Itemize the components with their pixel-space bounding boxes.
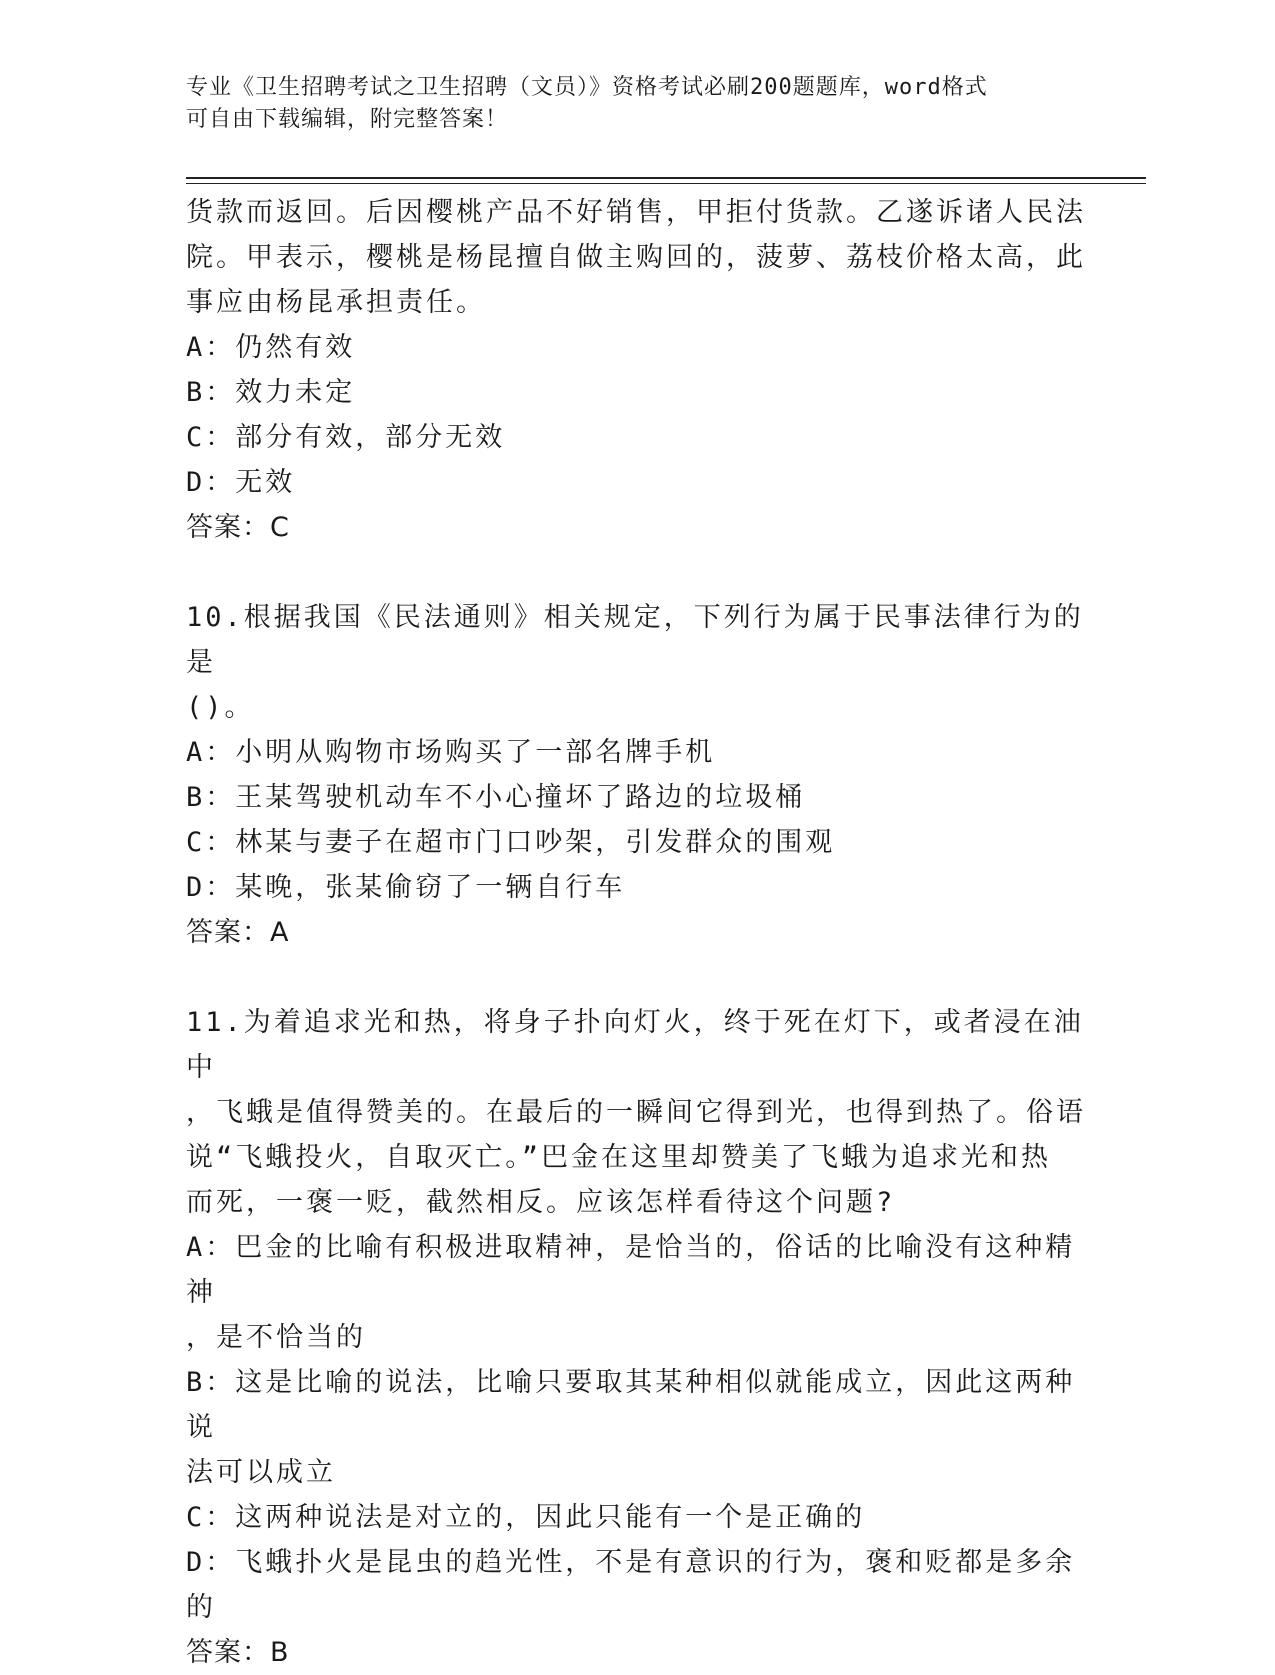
option-a: A：仍然有效 (186, 332, 356, 363)
option-b-continued: 法可以成立 (186, 1457, 336, 1488)
answer-line: 答案：B (186, 1637, 290, 1668)
question-9-continued (186, 190, 1086, 550)
header-rule-thin (186, 183, 1146, 184)
spacer (186, 550, 1086, 595)
option-d: D：无效 (186, 467, 296, 498)
question-text-line: 院。甲表示，樱桃是杨昆擅自做主购回的，菠萝、荔枝价格太高，此 (186, 242, 1086, 273)
option-c: C：这两种说法是对立的，因此只能有一个是正确的 (186, 1502, 866, 1533)
question-content (186, 190, 1086, 1675)
option-a: A：巴金的比喻有积极进取精神，是恰当的，俗话的比喻没有这种精神 (186, 1232, 1076, 1308)
question-text-line: 说“飞蛾投火，自取灭亡。”巴金在这里却赞美了飞蛾为追求光和热 (186, 1142, 1052, 1173)
option-b: B：效力未定 (186, 377, 356, 408)
question-11 (186, 1000, 1086, 1675)
option-b: B：这是比喻的说法，比喻只要取其某种相似就能成立，因此这两种说 (186, 1367, 1076, 1443)
option-c: C：林某与妻子在超市门口吵架，引发群众的围观 (186, 827, 836, 858)
question-text-line: ，飞蛾是值得赞美的。在最后的一瞬间它得到光，也得到热了。俗语 (186, 1097, 1086, 1128)
question-text-line: 11.为着追求光和热，将身子扑向灯火，终于死在灯下，或者浸在油中 (186, 1007, 1084, 1083)
question-text-line: 事应由杨昆承担责任。 (186, 287, 486, 318)
question-text-line: 货款而返回。后因樱桃产品不好销售，甲拒付货款。乙遂诉诸人民法 (186, 197, 1086, 228)
option-c: C：部分有效，部分无效 (186, 422, 506, 453)
question-text-line: 10.根据我国《民法通则》相关规定，下列行为属于民事法律行为的是 (186, 602, 1084, 678)
question-text-line: ()。 (186, 692, 255, 723)
document-header (186, 72, 1066, 136)
header-line-2: 可自由下载编辑，附完整答案！ (186, 107, 509, 132)
answer-line: 答案：A (186, 917, 290, 948)
header-rule-thick (186, 177, 1146, 179)
question-10 (186, 595, 1086, 955)
option-b: B：王某驾驶机动车不小心撞坏了路边的垃圾桶 (186, 782, 806, 813)
option-d: D：飞蛾扑火是昆虫的趋光性，不是有意识的行为，褒和贬都是多余的 (186, 1547, 1076, 1623)
spacer (186, 955, 1086, 1000)
option-a-continued: ，是不恰当的 (186, 1322, 366, 1353)
answer-line: 答案：C (186, 512, 290, 543)
header-line-1: 专业《卫生招聘考试之卫生招聘（文员）》资格考试必刷200题题库，word格式 (186, 75, 988, 100)
option-d: D：某晚，张某偷窃了一辆自行车 (186, 872, 626, 903)
option-a: A：小明从购物市场购买了一部名牌手机 (186, 737, 716, 768)
question-text-line: 而死，一褒一贬，截然相反。应该怎样看待这个问题? (186, 1187, 896, 1218)
